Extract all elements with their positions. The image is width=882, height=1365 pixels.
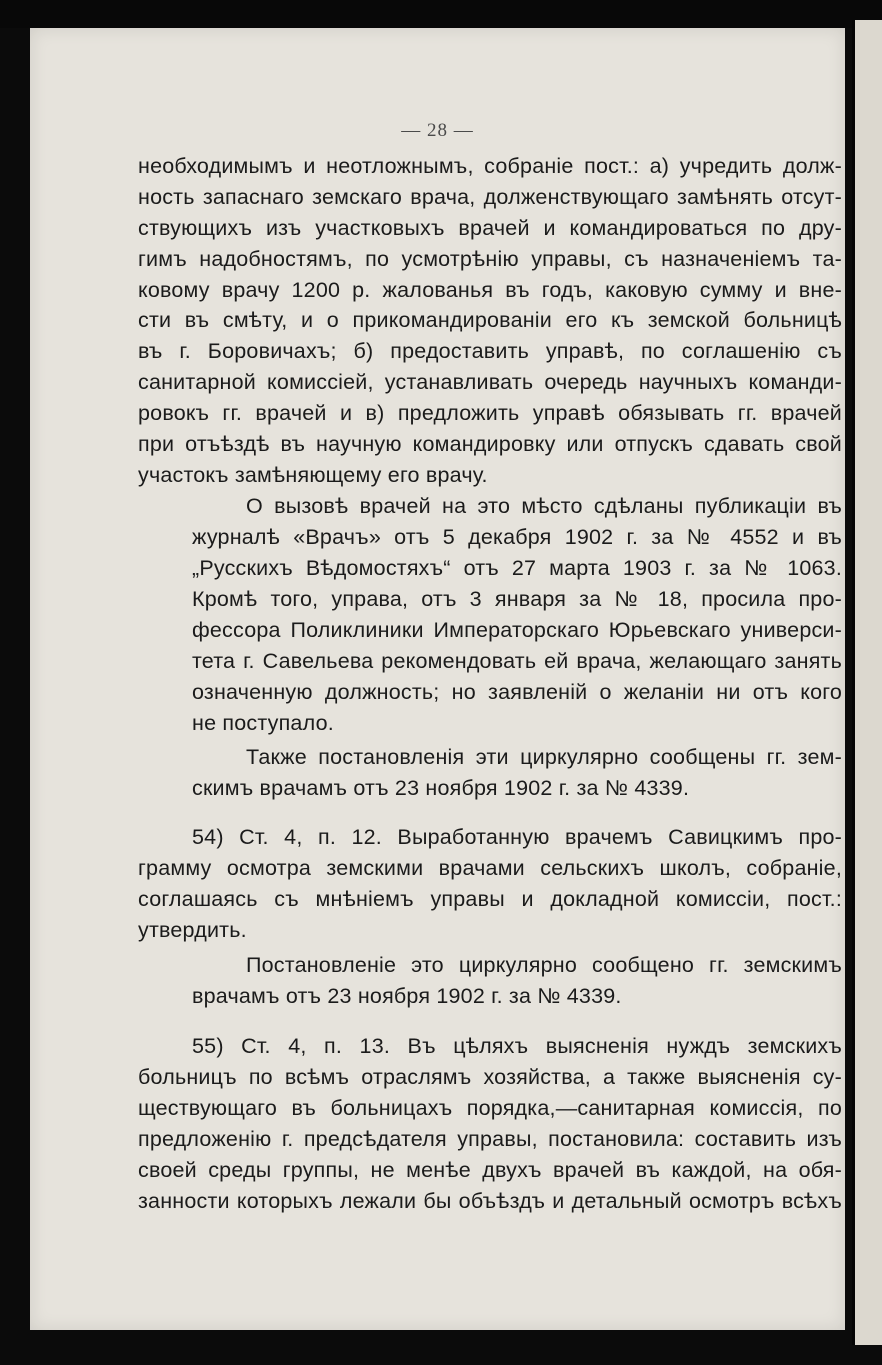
text-line: ковому врачу 1200 р. жалованья въ годъ, каковую сумму и вне-: [138, 278, 842, 302]
text-line: въ г. Боровичахъ; б) предоставить управѣ, по соглашенію съ: [138, 339, 842, 363]
text-line: утвердить.: [138, 918, 247, 942]
text-line: своей среды группы, не менѣе двухъ врачей въ каждой, на обя-: [138, 1158, 842, 1182]
text-line: журналѣ «Врачъ» отъ 5 декабря 1902 г. за № 4552 и въ: [192, 525, 842, 549]
book-page: [30, 28, 845, 1330]
text-line: санитарной комиссіей, устанавливать очередь научныхъ команди-: [138, 370, 842, 394]
text-line: сти въ смѣту, и о прикомандированіи его къ земской больницѣ: [138, 308, 842, 332]
text-line: Кромѣ того, управа, отъ 3 января за № 18, просила про-: [192, 587, 842, 611]
text-line: скимъ врачамъ отъ 23 ноября 1902 г. за № 4339.: [192, 776, 690, 800]
text-line: больницъ по всѣмъ отраслямъ хозяйства, а также выясненія су-: [138, 1065, 842, 1089]
text-line: врачамъ отъ 23 ноября 1902 г. за № 4339.: [192, 984, 622, 1008]
text-line: соглашаясь съ мнѣніемъ управы и докладной комиссіи, пост.:: [138, 887, 842, 911]
text-line: 54) Ст. 4, п. 12. Выработанную врачемъ Савицкимъ про-: [192, 825, 842, 849]
text-line: грамму осмотра земскими врачами сельскихъ школъ, собраніе,: [138, 856, 842, 880]
text-line: О вызовѣ врачей на это мѣсто сдѣланы публикаціи въ: [246, 494, 842, 518]
text-line: 55) Ст. 4, п. 13. Въ цѣляхъ выясненія нуждъ земскихъ: [192, 1034, 842, 1058]
text-line: тета г. Савельева рекомендовать ей врача, желающаго занять: [192, 649, 842, 673]
adjacent-page-edge: [852, 20, 882, 1345]
text-line: не поступало.: [192, 711, 334, 735]
text-line: при отъѣздѣ въ научную командировку или отпускъ сдавать свой: [138, 432, 842, 456]
text-line: необходимымъ и неотложнымъ, собраніе пост.: а) учредить долж-: [138, 154, 842, 178]
text-line: ность запаснаго земскаго врача, долженствующаго замѣнять отсут-: [138, 185, 842, 209]
scan-top-border: [0, 0, 882, 28]
text-line: гимъ надобностямъ, по усмотрѣнію управы, съ назначеніемъ та-: [138, 247, 842, 271]
text-line: означенную должность; но заявленій о желаніи ни отъ кого: [192, 680, 842, 704]
text-line: ствующихъ изъ участковыхъ врачей и командироваться по дру-: [138, 216, 842, 240]
page-number: — 28 —: [401, 120, 474, 141]
text-line: ществующаго въ больницахъ порядка,—санитарная комиссія, по: [138, 1096, 842, 1120]
text-line: занности которыхъ лежали бы объѣздъ и детальный осмотръ всѣхъ: [138, 1189, 842, 1213]
text-line: „Русскихъ Вѣдомостяхъ“ отъ 27 марта 1903 г. за № 1063.: [192, 556, 842, 580]
text-line: участокъ замѣняющему его врачу.: [138, 463, 488, 487]
text-line: ровокъ гг. врачей и в) предложить управѣ обязывать гг. врачей: [138, 401, 842, 425]
text-line: предложенію г. предсѣдателя управы, постановила: составить изъ: [138, 1127, 842, 1151]
text-line: Постановленіе это циркулярно сообщено гг. земскимъ: [246, 953, 842, 977]
text-line: Также постановленія эти циркулярно сообщены гг. зем-: [246, 745, 842, 769]
text-line: фессора Поликлиники Императорскаго Юрьевскаго универси-: [192, 618, 842, 642]
